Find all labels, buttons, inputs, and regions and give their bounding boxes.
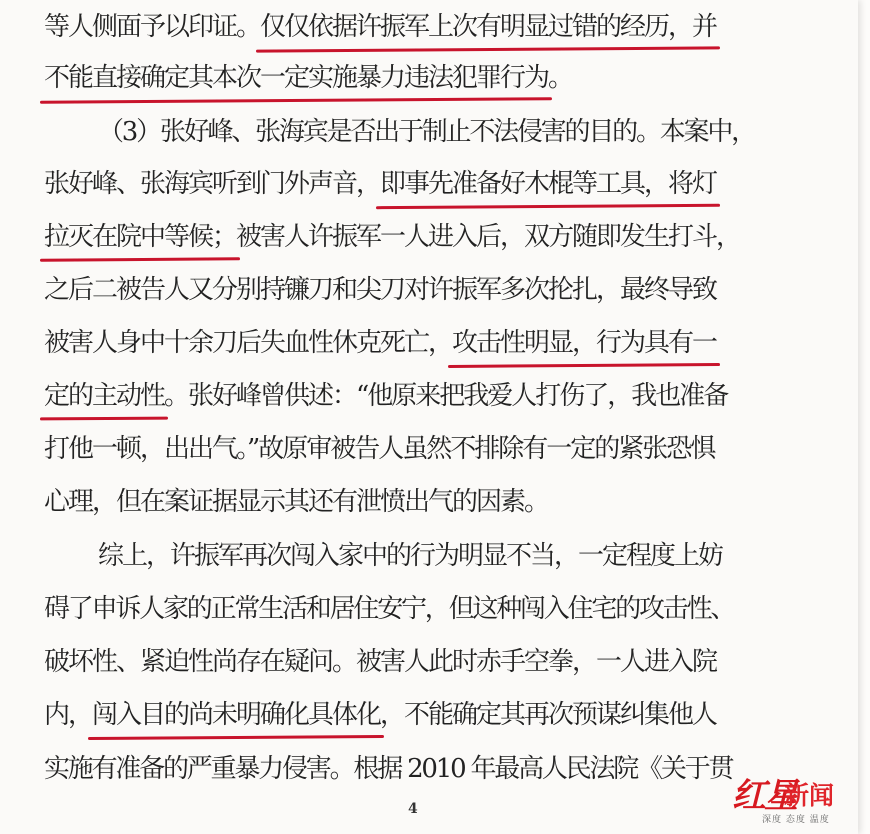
- text-line: [44, 376, 858, 416]
- text-segment: 实施有准备的严重暴力侵害。根据 2010 年最高人民法院《关于贯: [44, 754, 733, 784]
- logo-mark: 红星: [732, 776, 796, 816]
- text-segment: ，不能确定其再次预谋纠集他人: [380, 700, 717, 730]
- text-segment: 内，: [44, 700, 93, 730]
- underlined-text-segment: 即事先准备好木棍等工具，将灯: [380, 164, 716, 204]
- text-line: [44, 429, 858, 469]
- underlined-text-segment: 仅仅依据许振军上次有明显过错的经历，并: [260, 7, 716, 47]
- text-line: [98, 536, 858, 576]
- page-number: 4: [408, 801, 418, 817]
- text-line: [44, 589, 858, 629]
- text-line: [44, 642, 858, 682]
- red-star-news-logo: [732, 768, 864, 830]
- text-segment: 综上，许振军再次闯入家中的行为明显不当，一定程度上妨: [98, 541, 723, 571]
- text-segment: 打他一顿，出出气。”故原审被告人虽然不排除有一定的紧张恐惧: [44, 434, 715, 464]
- text-segment: （3）张好峰、张海宾是否出于制止不法侵害的目的。本案中，: [98, 117, 755, 147]
- text-line: [44, 695, 858, 735]
- logo-news-text: 新闻: [784, 781, 835, 810]
- text-line: [44, 164, 858, 204]
- text-line: [98, 112, 858, 152]
- text-line: [44, 323, 858, 363]
- underlined-text-segment: 拉灭在院中等候；: [44, 217, 236, 257]
- text-segment: 。张好峰曾供述：“他原来把我爱人打伤了，我也准备: [164, 381, 728, 411]
- text-line: [44, 58, 858, 98]
- text-line: [44, 482, 858, 522]
- text-segment: 被害人身中十余刀后失血性休克死亡，: [44, 328, 453, 358]
- underlined-text-segment: 闯入目的尚未明确化具体化: [92, 695, 380, 735]
- text-line: [44, 270, 858, 310]
- text-segment: 之后二被告人又分别持镰刀和尖刀对许振军多次抡扎，最终导致: [44, 275, 717, 305]
- text-segment: 破坏性、紧迫性尚存在疑问。被害人此时赤手空拳，一人进入院: [44, 647, 717, 677]
- text-segment: 被害人许振军一人进入后，双方随即发生打斗，: [236, 222, 741, 252]
- text-segment: 碍了申诉人家的正常生活和居住安宁，但这种闯入住宅的攻击性、: [44, 594, 735, 624]
- underlined-text-segment: 攻击性明显，行为具有一: [452, 323, 716, 363]
- logo-tagline: 深度 态度 温度: [762, 815, 830, 825]
- text-line: [44, 217, 858, 257]
- underlined-text-segment: 不能直接确定其本次一定实施暴力违法犯罪行为: [44, 58, 548, 98]
- text-segment: 等人侧面予以印证。: [44, 12, 261, 42]
- text-segment: 。: [548, 63, 573, 93]
- text-segment: 心理，但在案证据显示其还有泄愤出气的因素。: [44, 487, 549, 517]
- text-segment: 张好峰、张海宾听到门外声音，: [44, 169, 381, 199]
- text-line: [44, 7, 858, 47]
- underlined-text-segment: 定的主动性: [44, 376, 164, 416]
